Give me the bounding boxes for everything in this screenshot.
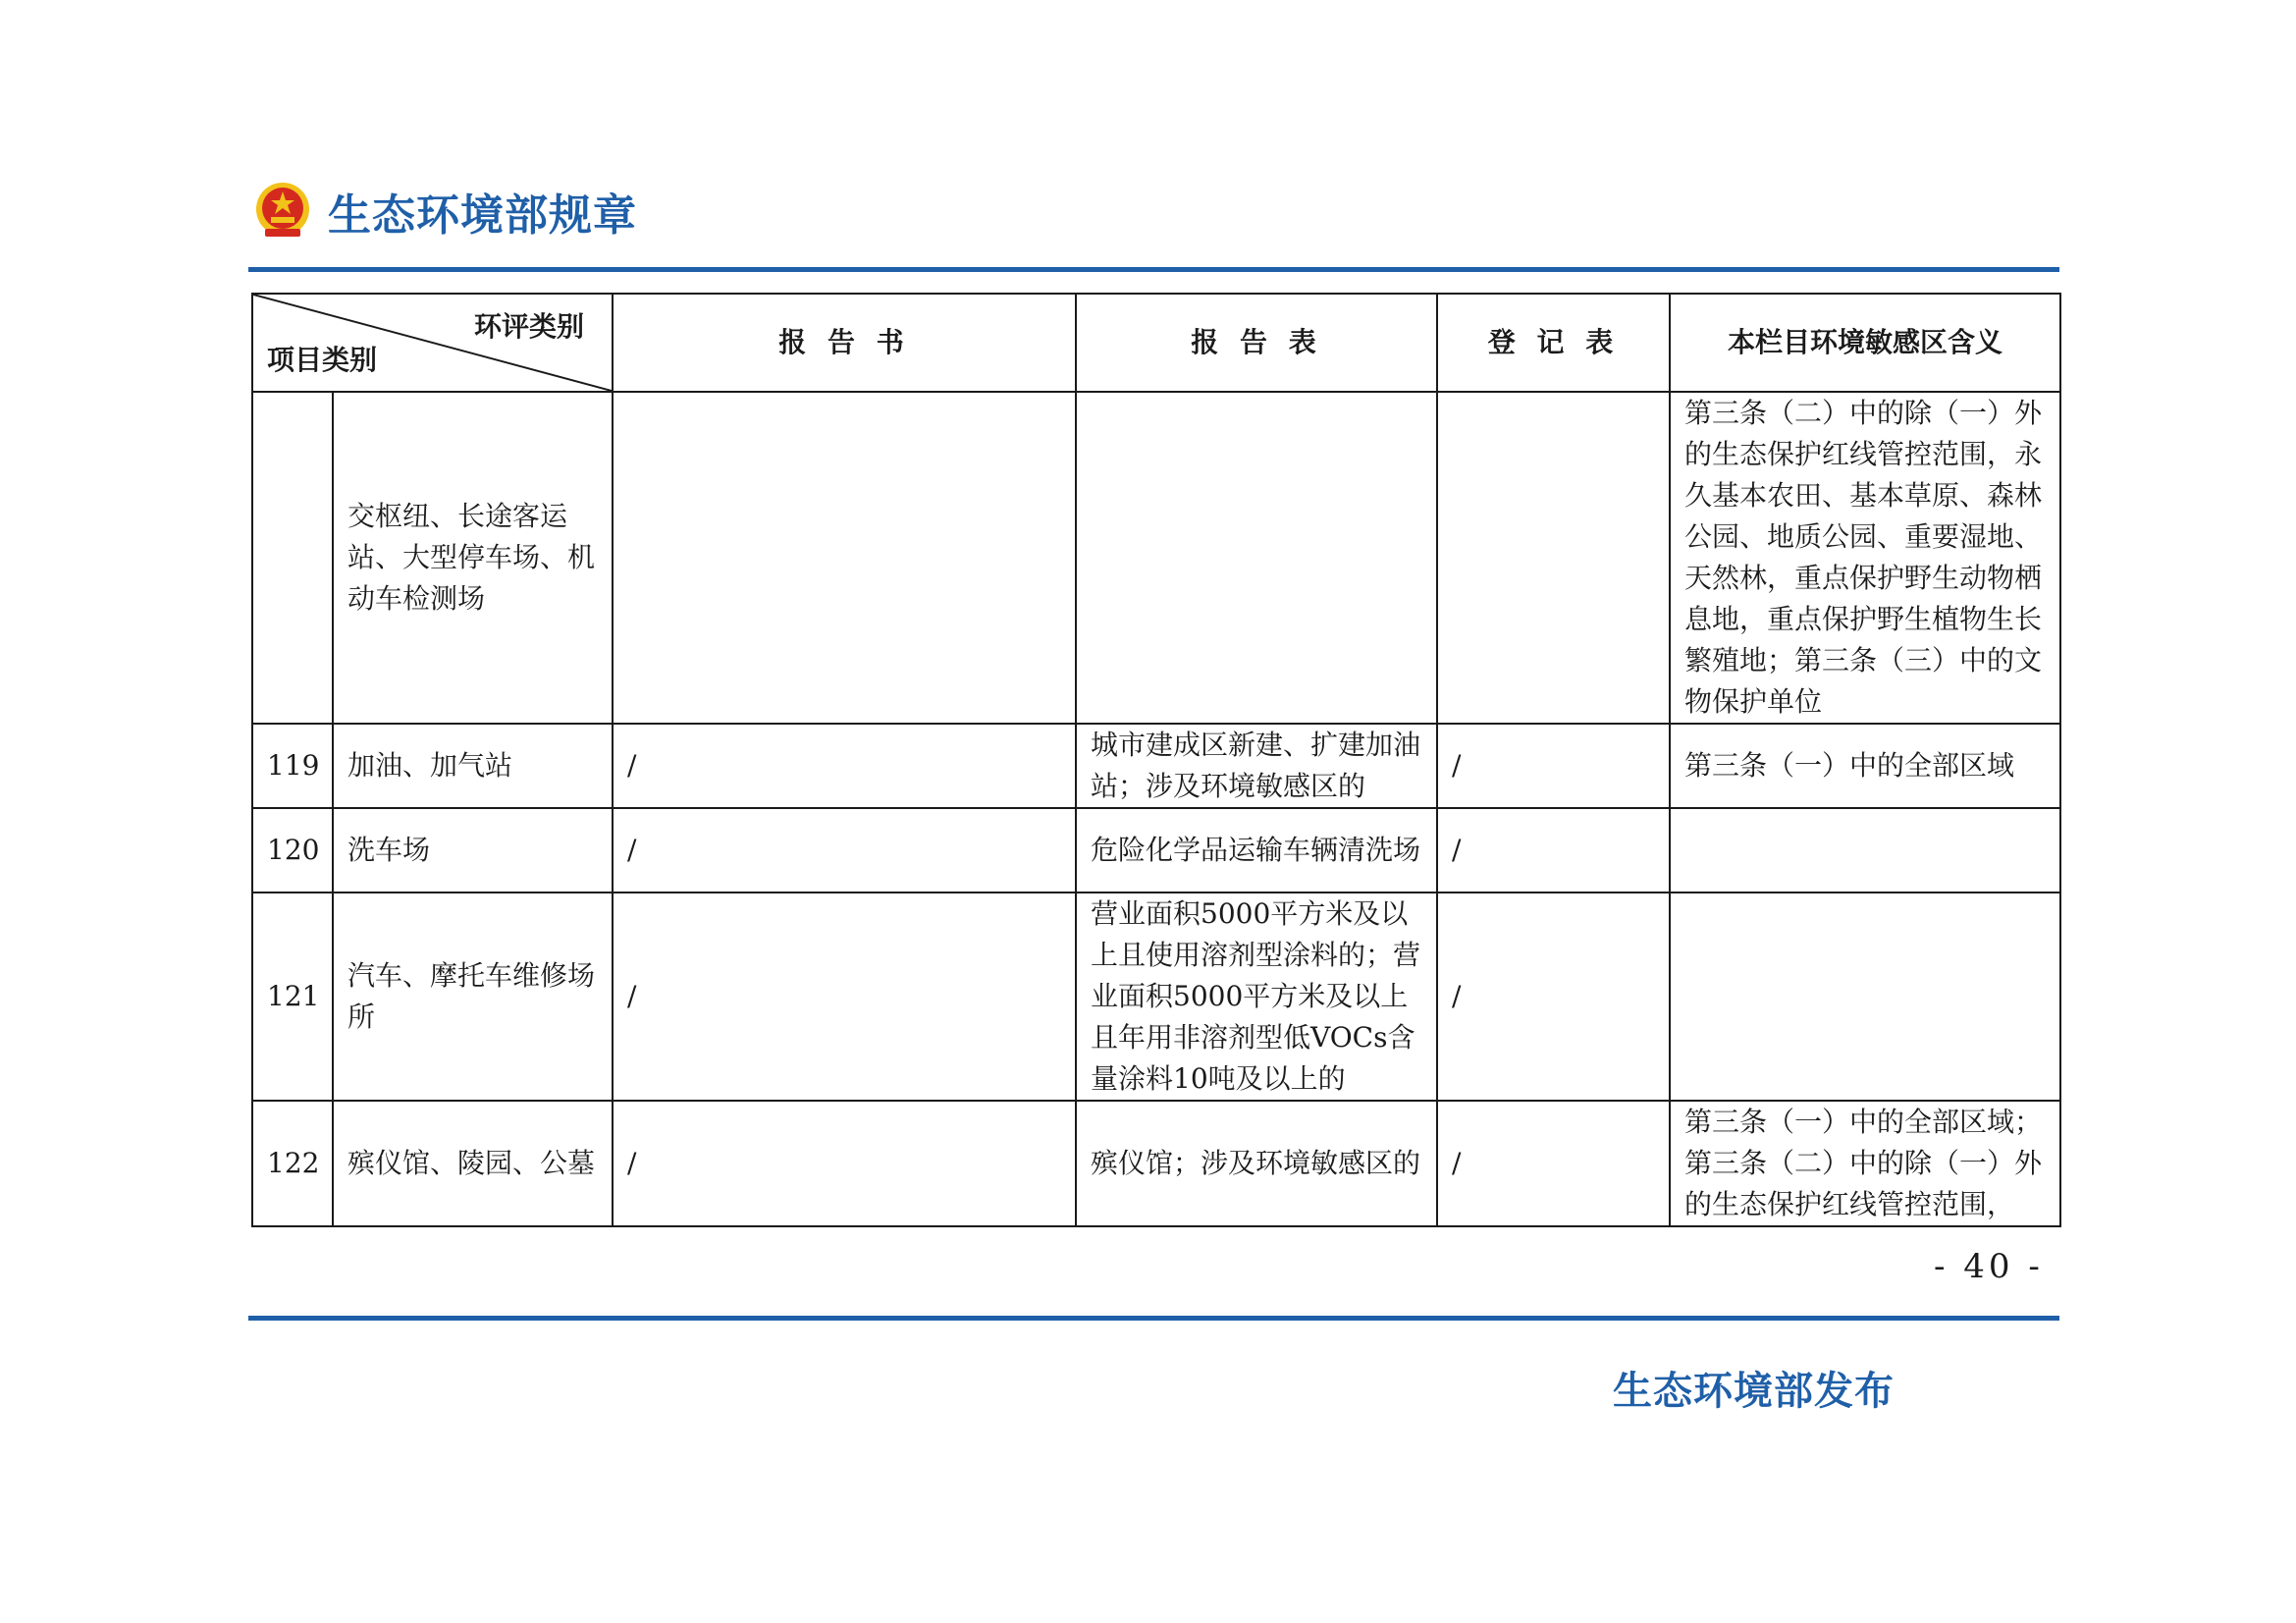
project-name: 洗车场 [333,808,613,893]
project-name: 汽车、摩托车维修场所 [333,893,613,1101]
registration-cell: / [1437,724,1670,808]
corner-header-cell [252,294,613,392]
sensitive-area-cell [1670,808,2060,893]
sensitive-area-cell: 第三条（二）中的除（一）外的生态保护红线管控范围，永久基本农田、基本草原、森林公园、地质公园、重要湿地、天然林，重点保护野生动物栖息地，重点保护野生植物生长繁殖地；第三条（三）中的文物保护单位 [1670,392,2060,724]
footer-publisher: 生态环境部发布 [1613,1369,1895,1414]
national-emblem-icon [251,180,314,243]
sensitive-area-cell: 第三条（一）中的全部区域 [1670,724,2060,808]
footer-divider [248,1316,2059,1321]
header-registration-form: 登 记 表 [1437,294,1670,392]
row-number: 122 [252,1101,333,1226]
page-header [251,177,637,245]
report-form-cell: 危险化学品运输车辆清洗场 [1076,808,1437,893]
page-number: - 40 - [1934,1247,2044,1286]
project-name: 交枢纽、长途客运站、大型停车场、机动车检测场 [333,392,613,724]
table-header-row [252,294,2060,392]
report-form-cell [1076,392,1437,724]
classification-table [251,293,2061,1227]
project-name: 加油、加气站 [333,724,613,808]
report-book-cell: / [613,808,1076,893]
report-form-cell: 殡仪馆；涉及环境敏感区的 [1076,1101,1437,1226]
table-row [252,392,2060,724]
report-form-cell: 营业面积5000平方米及以上且使用溶剂型涂料的；营业面积5000平方米及以上且年用非溶剂型低VOCs含量涂料10吨及以上的 [1076,893,1437,1101]
corner-label-eia-category: 环评类别 [473,310,584,343]
sensitive-area-cell [1670,893,2060,1101]
row-number [252,392,333,724]
report-book-cell: / [613,1101,1076,1226]
row-number: 121 [252,893,333,1101]
registration-cell: / [1437,893,1670,1101]
header-divider [248,267,2059,272]
report-book-cell: / [613,724,1076,808]
report-book-cell [613,392,1076,724]
header-title: 生态环境部规章 [328,190,637,241]
report-book-cell: / [613,893,1076,1101]
corner-label-project-category: 项目类别 [267,344,378,376]
header-sensitive-area: 本栏目环境敏感区含义 [1670,294,2060,392]
row-number: 119 [252,724,333,808]
table-row [252,1101,2060,1226]
row-number: 120 [252,808,333,893]
registration-cell: / [1437,1101,1670,1226]
table-row [252,808,2060,893]
table-row [252,893,2060,1101]
project-name: 殡仪馆、陵园、公墓 [333,1101,613,1226]
registration-cell [1437,392,1670,724]
header-report-book: 报 告 书 [613,294,1076,392]
report-form-cell: 城市建成区新建、扩建加油站；涉及环境敏感区的 [1076,724,1437,808]
sensitive-area-cell: 第三条（一）中的全部区域；第三条（二）中的除（一）外的生态保护红线管控范围， [1670,1101,2060,1226]
registration-cell: / [1437,808,1670,893]
header-report-form: 报 告 表 [1076,294,1437,392]
table-row [252,724,2060,808]
